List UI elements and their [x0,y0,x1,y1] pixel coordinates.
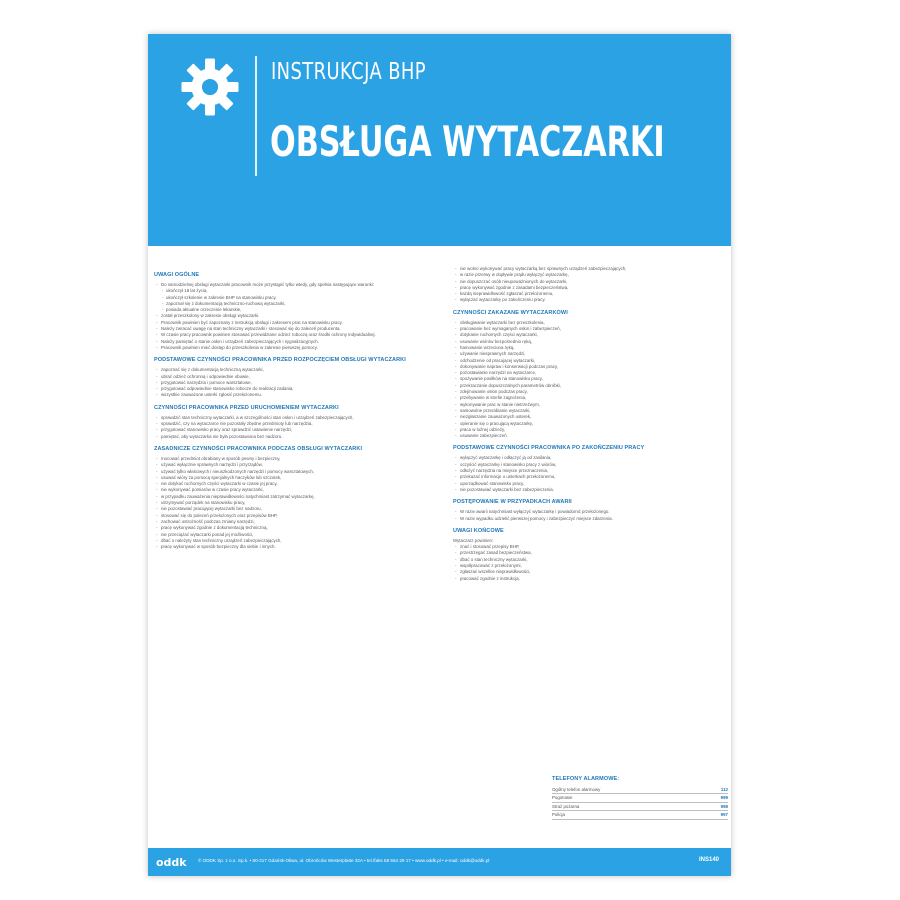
list-item: - ubrać odzież ochronną i odpowiednie obuwie, [154,374,426,380]
instruction-sheet [148,34,731,876]
list-item: - oczyścić wytaczarkę i stanowisko pracy z wiórów, [453,462,735,468]
section-heading: UWAGI KOŃCOWE [453,527,504,534]
list-item: - nie pozostawiać pracującej wytaczarki bez nadzoru, [154,506,426,512]
phone-number: 998 [720,803,728,809]
phones-heading: TELEFONY ALARMOWE: [552,776,620,782]
list-item: - ukończył 18 lat życia, [154,288,426,294]
phone-number: 999 [720,795,728,801]
list-item: - praca w luźnej odzieży, [453,427,735,433]
emergency-phones-box [552,776,728,820]
list-item: - odłożyć narzędzia na miejsce przeznaczenia, [453,468,735,474]
section-heading: PODSTAWOWE CZYNNOŚCI PRACOWNIKA PO ZAKOŃCZENIU PRACY [453,445,645,452]
list-item: - nie pozostawiać wytaczarki bez zabezpieczenia. [453,487,735,493]
list-item: - przestrzegać zasad bezpieczeństwa, [453,550,735,556]
list-item: - mocować przedmiot obrabiany w sposób pewny i bezpieczny, [154,456,426,462]
list-item: - współpracować z przełożonymi, [453,563,735,569]
phone-row [552,786,728,794]
list-item: - zapoznać się z dokumentacją techniczną wytaczarki, [154,367,426,373]
document-title: OBSŁUGA WYTACZARKI [270,117,665,166]
phone-label: Straż pożarna [552,803,580,809]
oddk-logo: oddk [156,856,187,869]
right-column [453,266,735,582]
section-list [154,282,426,351]
list-item: - został przeszkolony w zakresie obsługi wytaczarki. [154,313,426,319]
list-item: - używanie niesprawnych narzędzi, [453,351,735,357]
list-item: - hamowanie wrzeciona ręką, [453,345,735,351]
list-item: - opieranie się o pracującą wytaczarkę, [453,421,735,427]
list-item: - ukończył szkolenie w zakresie BHP na stanowisku pracy, [154,295,426,301]
list-item: - nie wolno wykonywać pracy wytaczarką bez sprawnych urządzeń zabezpieczających, [453,266,735,272]
list-item: - wyłączać wytaczarkę po zakończeniu pracy. [453,297,735,303]
list-item: - pracę wykonywać w sposób bezpieczny dla siebie i innych. [154,544,426,550]
list-item: - Należy zwracać uwagę na stan techniczny wytaczarki i stosować się do zaleceń producenta. [154,326,426,332]
list-item: - sprawdzić, czy na wytaczarce nie pozostały zbędne przedmioty lub narzędzia, [154,421,426,427]
document-code: INS140 [698,857,719,863]
list-item: - W czasie pracy pracownik powinien stosować przewidziane odzież roboczą oraz środki ochrony indywidualnej. [154,332,426,338]
list-item: - pracowanie bez wymaganych osłon i zabezpieczeń, [453,326,735,332]
list-item: - odchodzenie od pracującej wytaczarki, [453,358,735,364]
list-item: - samowolne przerabianie wytaczarki, [453,408,735,414]
list-item: - używać wyłącznie sprawnych narzędzi i przyrządów, [154,462,426,468]
list-item: - nie dotykać ruchomych części wytaczarki w czasie jej pracy, [154,481,426,487]
list-item: - przygotować odpowiednie stanowisko robocze do realizacji zadania, [154,386,426,392]
list-item: - utrzymywać porządek na stanowisku pracy, [154,500,426,506]
phone-label: Ogólny telefon alarmowy [552,787,601,792]
list-item: - w przypadku zauważenia nieprawidłowości natychmiast zatrzymać wytaczarkę, [154,494,426,500]
list-item: - zdejmowanie osłon podczas pracy, [453,389,735,395]
list-item: - używać tylko właściwych i nieuszkodzonych narzędzi i pomocy warsztatowych, [154,469,426,475]
list-item: - zachować ostrożność podczas zmiany narzędzi, [154,519,426,525]
phone-number: 997 [720,812,728,818]
section-heading: CZYNNOŚCI ZAKAZANE WYTACZARKOWI [453,309,568,316]
list-item: - Do samodzielnej obsługi wytaczarki pracownik może przystąpić tylko wtedy, gdy spełnia następujące warunki: [154,282,426,288]
section-heading: POSTĘPOWANIE W PRZYPADKACH AWARII [453,499,572,506]
list-item: - posiada aktualne orzeczenie lekarskie, [154,307,426,313]
header-banner [148,34,731,246]
phone-row [552,803,728,811]
list-item: - przygotować stanowisko pracy oraz sprawdzić ustawienie narzędzi, [154,427,426,433]
section-list [453,544,735,582]
list-item: - obsługiwanie wytaczarki bez przeszkolenia, [453,320,735,326]
section-heading: PODSTAWOWE CZYNNOŚCI PRACOWNIKA PRZED ROZPOCZĘCIEM OBSŁUGI WYTACZARKI [154,357,406,364]
list-item: - usuwać wióry za pomocą specjalnych haczyków lub szczotek, [154,475,426,481]
phone-row [552,794,728,802]
section-list [154,415,426,440]
left-column [154,266,426,550]
list-item: - przekraczanie dopuszczalnych parametrów obróbki, [453,383,735,389]
list-item: - dbać o należyty stan techniczny urządzeń zabezpieczających, [154,538,426,544]
list-item: - pracę wykonywać zgodnie z zasadami bezpieczeństwa, [453,285,735,291]
section-list [453,320,735,440]
list-item: - znać i stosować przepisy BHP, [453,544,735,550]
phone-row [552,811,728,819]
section-heading: ZASADNICZE CZYNNOŚCI PRACOWNIKA PODCZAS OBSŁUGI WYTACZARKI [154,445,363,452]
list-item: - każdą nieprawidłowość zgłaszać przełożonemu, [453,291,735,297]
list-item: - dotykanie ruchomych części wytaczarki, [453,332,735,338]
list-item: - pamiętać, aby wytaczarka nie była pozostawiona bez nadzoru. [154,434,426,440]
list-item: - pracę wykonywać zgodnie z dokumentacją techniczną, [154,525,426,531]
list-item: - pracować zgodnie z instrukcją. [453,576,735,582]
phone-label: Policja [552,812,565,818]
section-list [453,455,735,493]
list-item: - Należy pamiętać o stanie osłon i urządzeń zabezpieczających i sygnalizacyjnych. [154,339,426,345]
list-item: - usuwanie wiórów bezpośrednio ręką, [453,339,735,345]
list-item: - W razie awarii natychmiast wyłączyć wytaczarkę i powiadomić przełożonego. [453,509,735,515]
gear-icon [179,56,241,118]
document-kicker: INSTRUKCJA BHP [271,59,427,85]
list-item: - zapoznał się z dokumentacją techniczno-ruchową wytaczarki, [154,301,426,307]
list-item: - zgłaszać wszelkie nieprawidłowości, [453,569,735,575]
list-item: - uporządkować stanowisko pracy, [453,481,735,487]
list-item: - niezgłaszanie zauważonych usterek, [453,414,735,420]
header-divider [255,56,257,176]
section-list [154,456,426,550]
list-item: - sprawdzić stan techniczny wytaczarki, a w szczególności stan osłon i urządzeń zabezpieczających, [154,415,426,421]
list-item: - pozostawianie narzędzi na wytaczarce, [453,370,735,376]
list-item: - spożywanie posiłków na stanowisku pracy, [453,376,735,382]
list-item: - W razie wypadku udzielić pierwszej pomocy i zabezpieczyć miejsce zdarzenia. [453,516,735,522]
list-item: - wyłączyć wytaczarkę i odłączyć ją od zasilania, [453,455,735,461]
list-item: - nie dopuszczać osób nieupoważnionych do wytaczarki, [453,279,735,285]
footer-address: © ODDK Sp. z o.o. Sp.k. • 80-317 Gdańsk-Oliwa, ul. Obrońców Westerplatte 32A • tel./faks 58 554 29 17 • www.oddk.pl • e-mail: oddk@oddk.pl [198,858,490,863]
list-item: - przebywanie w strefie zagrożenia, [453,395,735,401]
list-item: - wszystkie zauważone usterki zgłosić przełożonemu. [154,392,426,398]
list-item: - usuwanie zabezpieczeń. [453,433,735,439]
phone-number: 112 [720,787,728,792]
footer-bar [148,848,731,876]
phone-label: Pogotowie [552,795,573,801]
section-heading: CZYNNOŚCI PRACOWNIKA PRZED URUCHOMIENIEM WYTACZARKI [154,404,339,411]
list-item: - dbać o stan techniczny wytaczarki, [453,557,735,563]
list-item: - Pracownik powinien być zapoznany z instrukcją obsługi i zakresem prac na stanowisku pracy. [154,320,426,326]
list-item: - dokonywanie napraw i konserwacji podczas pracy, [453,364,735,370]
list-item: - nie przeciążać wytaczarki ponad jej możliwości, [154,532,426,538]
list-item: - nie wykonywać pomiarów w czasie pracy wytaczarki, [154,487,426,493]
section-lead: Wytaczarz powinien: [453,537,494,543]
section-list [453,509,735,522]
list-item: - Pracownik powinien mieć dostęp do przeszkolenia w zakresie pierwszej pomocy. [154,345,426,351]
list-item: - stosować się do poleceń przełożonych oraz przepisów BHP, [154,513,426,519]
section-heading: UWAGI OGÓLNE [154,272,200,278]
list-item: - przekazać informacje o usterkach przełożonemu, [453,474,735,480]
list-item: - przygotować narzędzia i pomoce warsztatowe, [154,380,426,386]
section-list [453,266,735,304]
list-item: - w razie przerwy w dopływie prądu wyłączyć wytaczarkę, [453,272,735,278]
section-list [154,367,426,398]
list-item: - wykonywanie prac w stanie nietrzeźwym, [453,402,735,408]
